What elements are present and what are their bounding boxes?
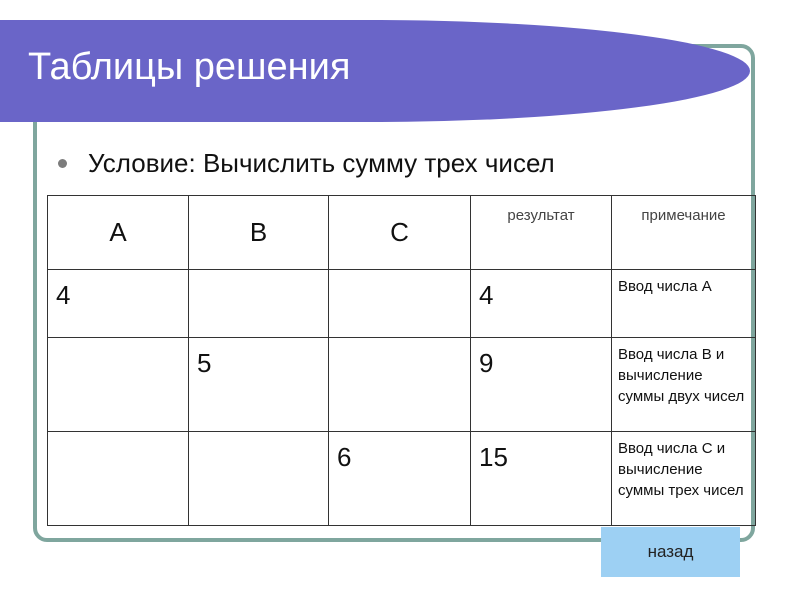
cell-a: 4	[48, 270, 189, 338]
cell-b	[189, 270, 329, 338]
header-note: примечание	[612, 196, 756, 270]
cell-c: 6	[329, 432, 471, 526]
cell-a	[48, 432, 189, 526]
table-row	[48, 432, 756, 526]
table-row	[48, 338, 756, 432]
cell-note: Ввод числа С и вычисление суммы трех чисел	[612, 432, 756, 526]
cell-b	[189, 432, 329, 526]
condition-text: Условие: Вычислить сумму трех чисел	[88, 148, 555, 178]
cell-result: 4	[471, 270, 612, 338]
condition-bullet	[58, 148, 555, 179]
header-b: B	[189, 196, 329, 270]
solution-table	[47, 195, 756, 526]
cell-result: 9	[471, 338, 612, 432]
slide-title: Таблицы решения	[28, 46, 351, 88]
header-c: C	[329, 196, 471, 270]
cell-c	[329, 270, 471, 338]
table-row	[48, 270, 756, 338]
header-a: A	[48, 196, 189, 270]
cell-b: 5	[189, 338, 329, 432]
cell-note: Ввод числа А	[612, 270, 756, 338]
header-row	[48, 196, 756, 270]
cell-c	[329, 338, 471, 432]
cell-note: Ввод числа В и вычисление суммы двух чисел	[612, 338, 756, 432]
cell-result: 15	[471, 432, 612, 526]
back-button[interactable]: назад	[601, 527, 740, 577]
bullet-icon	[58, 159, 67, 168]
cell-a	[48, 338, 189, 432]
header-result: результат	[471, 196, 612, 270]
